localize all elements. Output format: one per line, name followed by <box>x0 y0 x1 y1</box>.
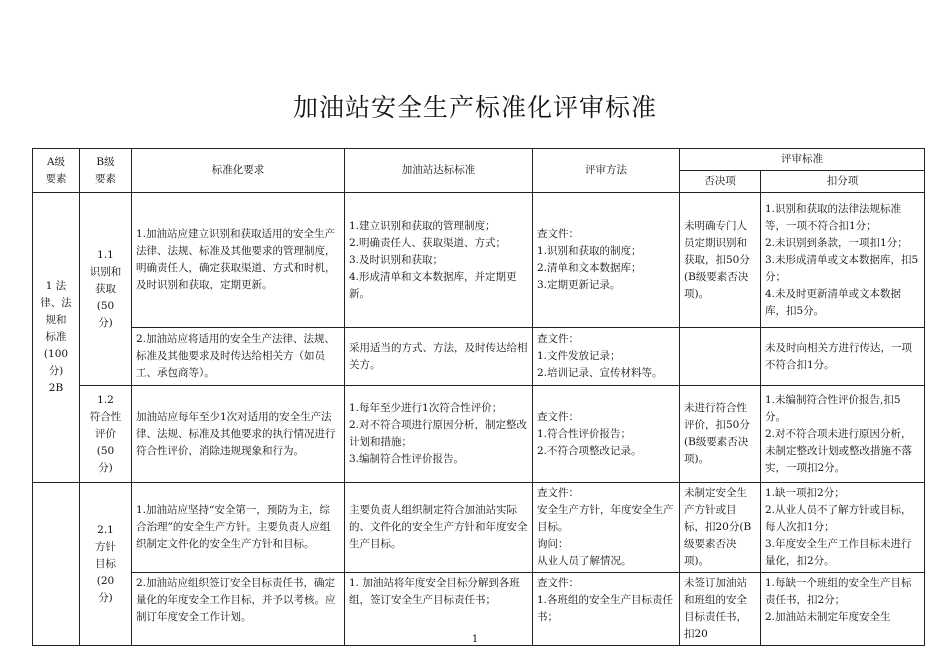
header-row <box>33 149 925 171</box>
veto-cell: 未明确专门人员定期识别和获取，扣50分(B级要素否决项)。 <box>680 193 761 328</box>
header-veto: 否决项 <box>680 171 761 193</box>
deduction-cell: 1.识别和获取的法律法规标准等，一项不符合扣1分； 2.未识别到条款，一项扣1分； 3.未形成清单或文本数据库，扣5分； 4.未及时更新清单或文本数据库，扣5分。 <box>761 193 925 328</box>
method-cell: 查文件： 1.符合性评价报告； 2.不符合项整改记录。 <box>533 386 680 483</box>
method-cell: 查文件： 1.文件发放记录； 2.培训记录、宣传材料等。 <box>533 328 680 386</box>
method-cell: 查文件： 安全生产方针，年度安全生产目标。 询问： 从业人员了解情况。 <box>533 483 680 573</box>
requirement-cell: 2.加油站应将适用的安全生产法律、法规、标准及其他要求及时传达给相关方（如员工、承包商等）。 <box>132 328 345 386</box>
standard-cell: 1.每年至少进行1次符合性评价； 2.对不符合项进行原因分析，制定整改计划和措施； 3.编制符合性评价报告。 <box>345 386 533 483</box>
requirement-cell: 1.加油站应坚持“安全第一，预防为主，综合治理”的安全生产方针。主要负责人应组织制定文件化的安全生产方针和目标。 <box>132 483 345 573</box>
header-method: 评审方法 <box>533 149 680 193</box>
deduction-cell: 未及时向相关方进行传达，一项不符合扣1分。 <box>761 328 925 386</box>
deduction-cell: 1.缺一项扣2分； 2.从业人员不了解方针或目标，每人次扣1分； 3.年度安全生产工作目标未进行量化，扣2分。 <box>761 483 925 573</box>
standard-cell: 1. 加油站将年度安全目标分解到各班组，签订安全生产目标责任书； <box>345 573 533 646</box>
header-station-standard: 加油站达标标准 <box>345 149 533 193</box>
header-a-level: A级 要素 <box>33 149 80 193</box>
standard-cell: 1.建立识别和获取的管理制度； 2.明确责任人、获取渠道、方式； 3.及时识别和获取； 4.形成清单和文本数据库，并定期更新。 <box>345 193 533 328</box>
veto-cell: 未签订加油站和班组的安全目标责任书，扣20 <box>680 573 761 646</box>
a-element-1: 1 法 律、法 规和 标准 (100 分) 2B <box>33 193 80 483</box>
table-row <box>33 386 925 483</box>
b-element-1-2: 1.2 符合性 评价 (50 分) <box>80 386 132 483</box>
header-deduction: 扣分项 <box>761 171 925 193</box>
requirement-cell: 加油站应每年至少1次对适用的安全生产法律、法规、标准及其他要求的执行情况进行符合性评价，消除违规现象和行为。 <box>132 386 345 483</box>
document-title: 加油站安全生产标准化评审标准 <box>292 93 657 122</box>
requirement-cell: 2.加油站应组织签订安全目标责任书，确定量化的年度安全工作目标，并予以考核。应制订年度安全工作计划。 <box>132 573 345 646</box>
table-row <box>33 328 925 386</box>
requirement-cell: 1.加油站应建立识别和获取适用的安全生产法律、法规、标准及其他要求的管理制度，明确责任人，确定获取渠道、方式和时机，及时识别和获取，定期更新。 <box>132 193 345 328</box>
veto-cell: 未进行符合性评价，扣50分(B级要素否决项)。 <box>680 386 761 483</box>
table-row <box>33 193 925 328</box>
deduction-cell: 1.未编制符合性评价报告,扣5分。 2.对不符合项未进行原因分析，未制定整改计划或整改措施不落实，一项扣2分。 <box>761 386 925 483</box>
b-element-1-1: 1.1 识别和 获取 (50 分) <box>80 193 132 386</box>
standard-cell: 采用适当的方式、方法，及时传达给相关方。 <box>345 328 533 386</box>
b-element-2-1: 2.1 方针 目标 (20 分) <box>80 483 132 646</box>
page-number: 1 <box>471 634 479 645</box>
veto-cell <box>680 328 761 386</box>
standard-cell: 主要负责人组织制定符合加油站实际的、文件化的安全生产方针和年度安全生产目标。 <box>345 483 533 573</box>
review-standard-table <box>32 148 925 646</box>
header-b-level: B级 要素 <box>80 149 132 193</box>
veto-cell: 未制定安全生产方针或目标，扣20分(B级要素否决项)。 <box>680 483 761 573</box>
method-cell: 查文件： 1.各班组的安全生产目标责任书； <box>533 573 680 646</box>
header-review-criteria: 评审标准 <box>680 149 925 171</box>
a-element-2 <box>33 483 80 646</box>
header-requirement: 标准化要求 <box>132 149 345 193</box>
method-cell: 查文件： 1.识别和获取的制度； 2.清单和文本数据库； 3.定期更新记录。 <box>533 193 680 328</box>
deduction-cell: 1.每缺一个班组的安全生产目标责任书，扣2分； 2.加油站未制定年度安全生 <box>761 573 925 646</box>
table-row <box>33 483 925 573</box>
